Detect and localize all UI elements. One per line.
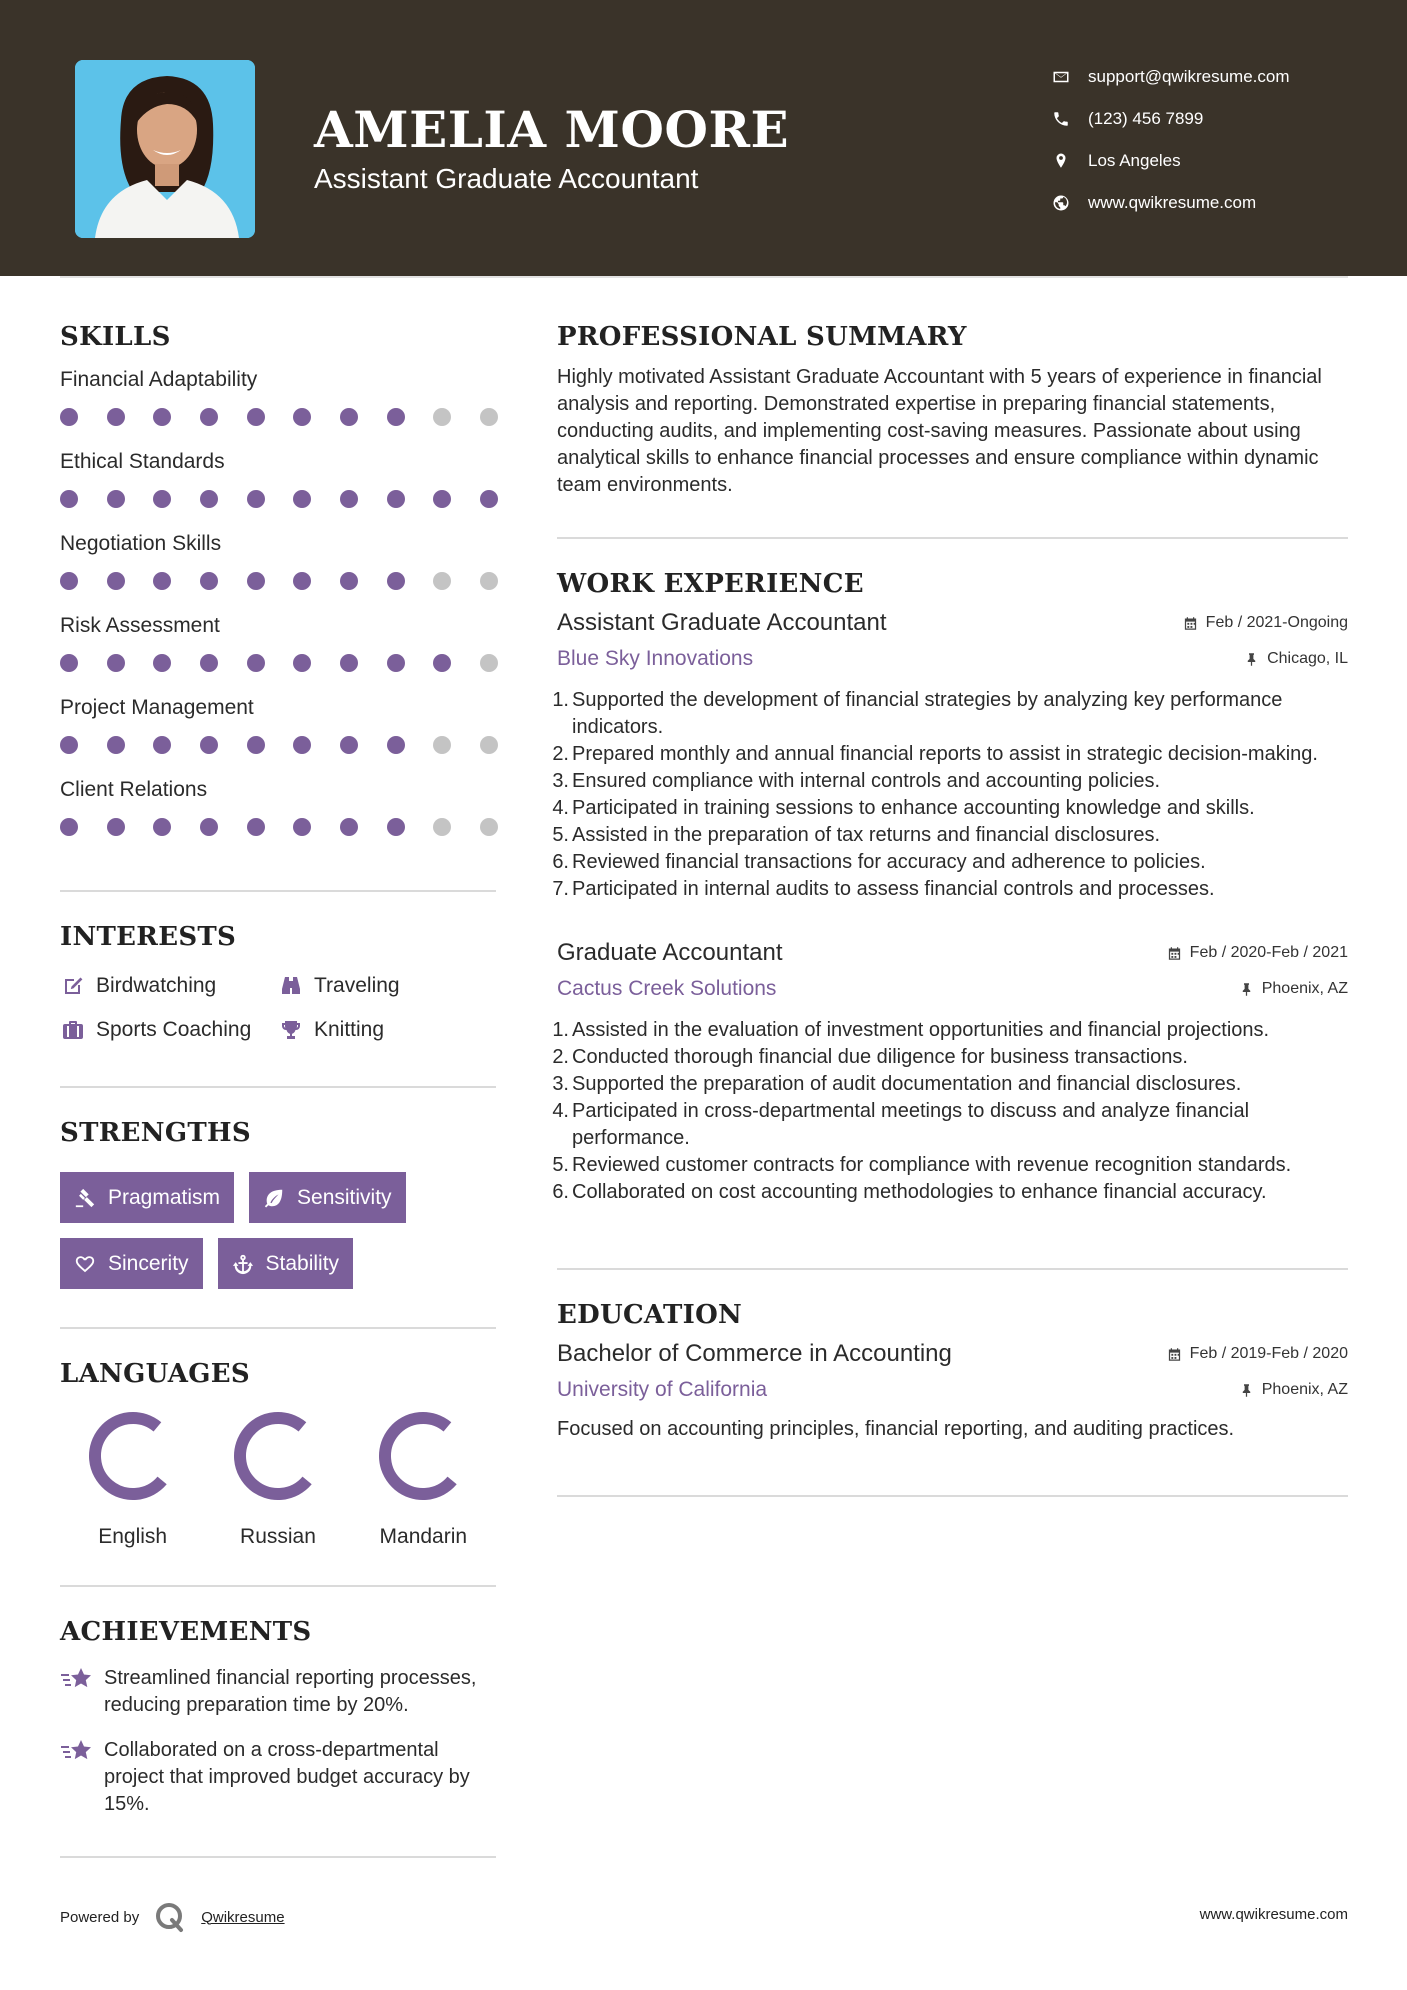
- interest-label: Traveling: [314, 974, 400, 997]
- job-location-text: Phoenix, AZ: [1261, 980, 1348, 997]
- calendar-icon: [1167, 1347, 1182, 1362]
- rating-dot-filled: [387, 654, 405, 672]
- section-divider: [60, 1086, 496, 1088]
- achievements-heading: ACHIEVEMENTS: [60, 1617, 312, 1647]
- interest-item: [278, 972, 496, 1000]
- contact-website-text: www.qwikresume.com: [1088, 193, 1257, 212]
- strength-badge: [60, 1172, 234, 1223]
- summary-heading: PROFESSIONAL SUMMARY: [557, 322, 967, 352]
- duty-text: Participated in cross-departmental meetings to discuss and analyze financial performance.: [572, 1100, 1250, 1149]
- skill-item: [60, 694, 496, 754]
- rating-dot-filled: [433, 490, 451, 508]
- binoculars-icon: [278, 973, 304, 999]
- rating-dot-filled: [433, 654, 451, 672]
- shooting-star-icon: [60, 1665, 94, 1695]
- languages-list: [60, 1411, 496, 1549]
- interests-heading: INTERESTS: [60, 922, 237, 952]
- rating-dot-filled: [387, 572, 405, 590]
- section-divider: [557, 1495, 1348, 1497]
- calendar-icon: [1167, 946, 1182, 961]
- degree-title: Bachelor of Commerce in Accounting: [557, 1340, 952, 1367]
- skill-name: Project Management: [60, 696, 254, 719]
- job-location-text: Chicago, IL: [1267, 650, 1348, 667]
- shooting-star-icon: [60, 1737, 94, 1767]
- duty-text: Participated in internal audits to assess financial controls and processes.: [572, 878, 1215, 900]
- strengths-heading: STRENGTHS: [60, 1118, 251, 1148]
- rating-dot-filled: [387, 408, 405, 426]
- language-item: [205, 1411, 350, 1549]
- rating-dot-filled: [293, 736, 311, 754]
- skills-list: [60, 366, 496, 836]
- job-dates-text: Feb / 2020-Feb / 2021: [1189, 944, 1348, 961]
- gavel-icon: [72, 1185, 98, 1211]
- achievement-text: Collaborated on a cross-departmental project that improved budget accuracy by 15%.: [104, 1739, 470, 1815]
- rating-dot-filled: [387, 736, 405, 754]
- skill-name: Client Relations: [60, 778, 208, 801]
- rating-dot-empty: [480, 654, 498, 672]
- achievement-item: [60, 1737, 496, 1818]
- rating-dot-filled: [247, 654, 265, 672]
- candidate-title: Assistant Graduate Accountant: [314, 163, 699, 194]
- job-title: Graduate Accountant: [557, 939, 783, 966]
- rating-dot-empty: [433, 818, 451, 836]
- strength-label: Sensitivity: [297, 1185, 392, 1209]
- strength-badge: [60, 1238, 203, 1289]
- section-divider: [557, 537, 1348, 539]
- duty-item: [552, 741, 1348, 768]
- skills-heading: SKILLS: [60, 322, 171, 352]
- language-label: Russian: [240, 1525, 316, 1548]
- qwikresume-logo-icon: [153, 1900, 187, 1934]
- duty-text: Reviewed customer contracts for compliance with revenue recognition standards.: [572, 1154, 1292, 1176]
- duty-text: Assisted in the evaluation of investment opportunities and financial projections.: [572, 1019, 1270, 1041]
- strength-badge: [218, 1238, 354, 1289]
- rating-dot-filled: [107, 654, 125, 672]
- rating-dot-filled: [107, 490, 125, 508]
- duty-item: [552, 1152, 1348, 1179]
- contact-email[interactable]: [1050, 56, 1380, 98]
- contact-location: [1050, 140, 1380, 182]
- rating-dot-filled: [60, 490, 78, 508]
- duty-item: [552, 1017, 1348, 1044]
- achievement-text: Streamlined financial reporting processes, reducing preparation time by 20%.: [104, 1667, 477, 1716]
- education-dates-text: Feb / 2019-Feb / 2020: [1189, 1345, 1348, 1362]
- interest-item: [60, 1016, 278, 1044]
- resume-header: [0, 0, 1407, 276]
- section-divider: [557, 1268, 1348, 1270]
- jobs-list: [552, 609, 1348, 1206]
- job-location: [1239, 980, 1348, 998]
- duty-item: [552, 1044, 1348, 1071]
- job-dates-text: Feb / 2021-Ongoing: [1205, 614, 1348, 631]
- rating-dot-filled: [60, 736, 78, 754]
- contact-phone-text: (123) 456 7899: [1088, 109, 1204, 128]
- duty-number: 5.: [552, 1154, 569, 1176]
- skill-name: Ethical Standards: [60, 450, 225, 473]
- rating-dot-filled: [153, 654, 171, 672]
- education-dates: [1167, 1345, 1348, 1363]
- rating-dot-empty: [480, 408, 498, 426]
- duty-number: 1.: [552, 1019, 569, 1041]
- strength-label: Sincerity: [108, 1251, 189, 1275]
- rating-dot-filled: [153, 572, 171, 590]
- duty-number: 6.: [552, 1181, 569, 1203]
- profile-photo: [75, 60, 255, 238]
- rating-dot-empty: [480, 572, 498, 590]
- interest-label: Knitting: [314, 1018, 385, 1041]
- job-entry: [552, 609, 1348, 903]
- section-divider: [60, 1585, 496, 1587]
- rating-dot-filled: [480, 490, 498, 508]
- duty-text: Reviewed financial transactions for accuracy and adherence to policies.: [572, 851, 1206, 873]
- duty-item: [552, 822, 1348, 849]
- education-heading: EDUCATION: [557, 1300, 743, 1330]
- section-divider: [60, 890, 496, 892]
- rating-dot-filled: [293, 408, 311, 426]
- skill-name: Financial Adaptability: [60, 368, 258, 391]
- skill-item: [60, 776, 496, 836]
- left-column: [60, 322, 496, 1858]
- rating-dot-empty: [433, 736, 451, 754]
- rating-dot-filled: [247, 818, 265, 836]
- duty-number: 2.: [552, 1046, 569, 1068]
- contact-website[interactable]: [1050, 182, 1380, 224]
- section-divider: [60, 1327, 496, 1329]
- skill-item: [60, 448, 496, 508]
- job-dates: [1183, 614, 1348, 632]
- skill-item: [60, 612, 496, 672]
- contact-list: [1050, 56, 1380, 224]
- pushpin-icon: [1244, 652, 1259, 667]
- rating-dot-empty: [433, 408, 451, 426]
- achievements-list: [60, 1665, 496, 1818]
- strength-label: Stability: [265, 1251, 340, 1275]
- job-duties: [552, 1017, 1348, 1206]
- rating-dot-filled: [153, 408, 171, 426]
- rating-dot-empty: [433, 572, 451, 590]
- duty-text: Participated in training sessions to enhance accounting knowledge and skills.: [572, 797, 1255, 819]
- globe-icon: [1050, 192, 1072, 214]
- duty-text: Collaborated on cost accounting methodologies to enhance financial accuracy.: [572, 1181, 1267, 1203]
- duty-text: Supported the preparation of audit documentation and financial disclosures.: [572, 1073, 1242, 1095]
- duty-item: [552, 687, 1348, 741]
- duty-item: [552, 1071, 1348, 1098]
- rating-dot-filled: [340, 408, 358, 426]
- education-location-text: Phoenix, AZ: [1261, 1381, 1348, 1398]
- skill-rating: [60, 736, 498, 754]
- proficiency-ring: [88, 1411, 178, 1501]
- duty-number: 7.: [552, 878, 569, 900]
- rating-dot-filled: [340, 654, 358, 672]
- rating-dot-filled: [387, 818, 405, 836]
- skill-name: Negotiation Skills: [60, 532, 222, 555]
- duty-number: 3.: [552, 770, 569, 792]
- duty-number: 4.: [552, 1100, 569, 1122]
- heart-icon: [72, 1251, 98, 1277]
- rating-dot-filled: [247, 736, 265, 754]
- strength-label: Pragmatism: [108, 1185, 221, 1209]
- rating-dot-filled: [340, 490, 358, 508]
- language-label: Mandarin: [379, 1525, 468, 1548]
- footer-url[interactable]: www.qwikresume.com: [1199, 1906, 1348, 1923]
- rating-dot-filled: [60, 572, 78, 590]
- rating-dot-filled: [153, 736, 171, 754]
- skill-rating: [60, 572, 498, 590]
- qwikresume-link[interactable]: Qwikresume: [201, 1908, 285, 1926]
- interest-item: [60, 972, 278, 1000]
- rating-dot-filled: [60, 654, 78, 672]
- education-description: Focused on accounting principles, financial reporting, and auditing practices.: [557, 1418, 1235, 1440]
- pencil-square-icon: [60, 973, 86, 999]
- proficiency-ring: [378, 1411, 468, 1501]
- duty-item: [552, 795, 1348, 822]
- map-pin-icon: [1050, 150, 1072, 172]
- education-location: [1239, 1381, 1348, 1399]
- strengths-list: [60, 1172, 496, 1289]
- duty-text: Supported the development of financial strategies by analyzing key performance indicators.: [572, 689, 1283, 738]
- duty-number: 3.: [552, 1073, 569, 1095]
- job-entry: [552, 939, 1348, 1206]
- leaf-icon: [261, 1185, 287, 1211]
- rating-dot-filled: [247, 490, 265, 508]
- rating-dot-filled: [153, 490, 171, 508]
- phone-icon: [1050, 108, 1072, 130]
- rating-dot-filled: [200, 736, 218, 754]
- job-duties: [552, 687, 1348, 903]
- interest-item: [278, 1016, 496, 1044]
- skill-rating: [60, 654, 498, 672]
- duty-text: Ensured compliance with internal controls and accounting policies.: [572, 770, 1161, 792]
- language-item: [351, 1411, 496, 1549]
- language-label: English: [98, 1525, 168, 1548]
- footer-powered-by: [60, 1900, 285, 1934]
- anchor-icon: [230, 1251, 256, 1277]
- rating-dot-empty: [480, 736, 498, 754]
- rating-dot-filled: [247, 572, 265, 590]
- rating-dot-filled: [387, 490, 405, 508]
- rating-dot-filled: [293, 572, 311, 590]
- strength-badge: [249, 1172, 406, 1223]
- language-item: [60, 1411, 205, 1549]
- rating-dot-filled: [293, 654, 311, 672]
- section-divider: [60, 1856, 496, 1858]
- rating-dot-filled: [200, 654, 218, 672]
- skill-rating: [60, 408, 498, 426]
- school-name: University of California: [557, 1378, 768, 1401]
- duty-item: [552, 876, 1348, 903]
- rating-dot-filled: [107, 572, 125, 590]
- rating-dot-empty: [480, 818, 498, 836]
- duty-text: Assisted in the preparation of tax returns and financial disclosures.: [572, 824, 1161, 846]
- skill-rating: [60, 818, 498, 836]
- rating-dot-filled: [107, 408, 125, 426]
- rating-dot-filled: [107, 818, 125, 836]
- envelope-icon: [1050, 66, 1072, 88]
- powered-by-label: Powered by: [60, 1908, 140, 1926]
- rating-dot-filled: [293, 818, 311, 836]
- interests-list: [60, 972, 496, 1044]
- duty-number: 4.: [552, 797, 569, 819]
- pushpin-icon: [1239, 982, 1254, 997]
- duty-item: [552, 849, 1348, 876]
- duty-item: [552, 1179, 1348, 1206]
- duty-number: 2.: [552, 743, 569, 765]
- duty-text: Prepared monthly and annual financial reports to assist in strategic decision-making.: [572, 743, 1318, 765]
- rating-dot-filled: [200, 572, 218, 590]
- suitcase-icon: [60, 1017, 86, 1043]
- achievement-item: [60, 1665, 496, 1719]
- rating-dot-filled: [340, 572, 358, 590]
- interest-label: Sports Coaching: [96, 1018, 252, 1041]
- contact-location-text: Los Angeles: [1088, 151, 1181, 170]
- rating-dot-filled: [60, 818, 78, 836]
- pushpin-icon: [1239, 1383, 1254, 1398]
- job-dates: [1167, 944, 1348, 962]
- job-location: [1244, 650, 1348, 668]
- skill-item: [60, 530, 496, 590]
- header-divider: [60, 276, 1348, 278]
- contact-phone[interactable]: [1050, 98, 1380, 140]
- interest-label: Birdwatching: [96, 974, 217, 997]
- rating-dot-filled: [200, 818, 218, 836]
- rating-dot-filled: [247, 408, 265, 426]
- duty-number: 1.: [552, 689, 569, 711]
- rating-dot-filled: [340, 818, 358, 836]
- skill-item: [60, 366, 496, 426]
- duty-text: Conducted thorough financial due diligence for business transactions.: [572, 1046, 1188, 1068]
- summary-text: Highly motivated Assistant Graduate Accountant with 5 years of experience in financial analysis and reporting. Demonstrated expertise in preparing financial statements, conducting audits, and implementing cost-saving measures. Passionate about using analytical skills to enhance financial processes and ensure compliance within dynamic team environments.: [557, 366, 1322, 496]
- job-title: Assistant Graduate Accountant: [557, 609, 887, 636]
- duty-item: [552, 768, 1348, 795]
- right-column: [552, 322, 1348, 1497]
- rating-dot-filled: [107, 736, 125, 754]
- skill-name: Risk Assessment: [60, 614, 220, 637]
- company-name: Blue Sky Innovations: [557, 647, 754, 670]
- proficiency-ring: [233, 1411, 323, 1501]
- experience-heading: WORK EXPERIENCE: [557, 569, 864, 599]
- languages-heading: LANGUAGES: [60, 1359, 250, 1389]
- rating-dot-filled: [153, 818, 171, 836]
- rating-dot-filled: [200, 490, 218, 508]
- duty-number: 5.: [552, 824, 569, 846]
- rating-dot-filled: [293, 490, 311, 508]
- education-entry: [557, 1340, 1348, 1443]
- rating-dot-filled: [340, 736, 358, 754]
- calendar-icon: [1183, 616, 1198, 631]
- trophy-icon: [278, 1017, 304, 1043]
- candidate-name: AMELIA MOORE: [314, 100, 790, 159]
- rating-dot-filled: [200, 408, 218, 426]
- contact-email-text: support@qwikresume.com: [1088, 67, 1290, 86]
- duty-item: [552, 1098, 1348, 1152]
- company-name: Cactus Creek Solutions: [557, 977, 777, 1000]
- duty-number: 6.: [552, 851, 569, 873]
- skill-rating: [60, 490, 498, 508]
- rating-dot-filled: [60, 408, 78, 426]
